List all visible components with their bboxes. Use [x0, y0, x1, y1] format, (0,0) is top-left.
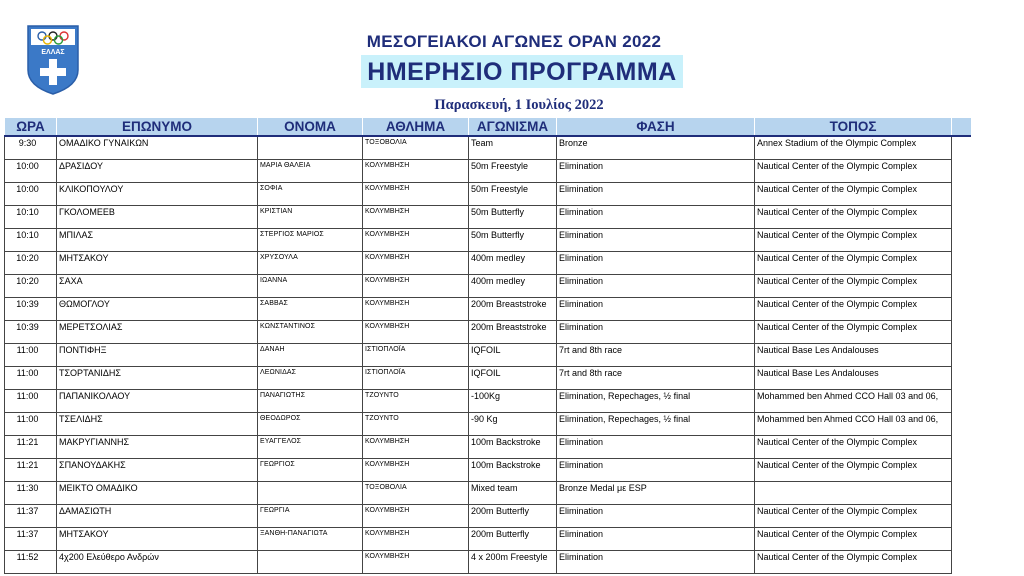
sport-cell: ΚΟΛΥΜΒΗΣΗ: [363, 206, 469, 229]
row-spacer: [952, 298, 971, 321]
venue-cell: Nautical Center of the Olympic Complex: [755, 528, 952, 551]
event-cell: -100Kg: [469, 390, 557, 413]
table-row: [5, 528, 971, 551]
table-row: [5, 183, 971, 206]
surname-cell: 4χ200 Ελεύθερο Ανδρών: [57, 551, 258, 574]
table-row: [5, 321, 971, 344]
phase-cell: Elimination: [557, 505, 755, 528]
column-header-phase: ΦΑΣΗ: [557, 118, 755, 136]
table-row: [5, 344, 971, 367]
column-header-time: ΩΡΑ: [5, 118, 57, 136]
time-cell: 11:00: [5, 344, 57, 367]
phase-cell: Elimination: [557, 528, 755, 551]
surname-cell: ΜΕΡΕΤΣΟΛΙΑΣ: [57, 321, 258, 344]
table-row: [5, 459, 971, 482]
venue-cell: Nautical Center of the Olympic Complex: [755, 459, 952, 482]
sport-cell: ΙΣΤΙΟΠΛΟΪΑ: [363, 344, 469, 367]
phase-cell: Elimination: [557, 252, 755, 275]
row-spacer: [952, 206, 971, 229]
event-subtitle: ΜΕΣΟΓΕΙΑΚΟΙ ΑΓΩΝΕΣ ΟΡΑΝ 2022: [366, 32, 662, 51]
event-cell: 50m Butterfly: [469, 206, 557, 229]
surname-cell: ΘΩΜΟΓΛΟΥ: [57, 298, 258, 321]
venue-cell: Nautical Center of the Olympic Complex: [755, 229, 952, 252]
surname-cell: ΠΟΝΤΙΦΗΞ: [57, 344, 258, 367]
surname-cell: ΜΗΤΣΑΚΟΥ: [57, 528, 258, 551]
phase-cell: Elimination: [557, 183, 755, 206]
column-header-surname: ΕΠΩΝΥΜΟ: [57, 118, 258, 136]
event-cell: 200m Breaststroke: [469, 321, 557, 344]
phase-cell: Elimination: [557, 436, 755, 459]
venue-cell: Annex Stadium of the Olympic Complex: [755, 136, 952, 160]
row-spacer: [952, 528, 971, 551]
event-cell: 50m Butterfly: [469, 229, 557, 252]
surname-cell: ΠΑΠΑΝΙΚΟΛΑΟΥ: [57, 390, 258, 413]
sport-cell: ΚΟΛΥΜΒΗΣΗ: [363, 321, 469, 344]
event-cell: 400m medley: [469, 252, 557, 275]
table-header-row: [5, 118, 971, 136]
event-cell: 200m Butterfly: [469, 505, 557, 528]
surname-cell: ΜΠΙΛΑΣ: [57, 229, 258, 252]
name-cell: ΣΤΕΡΓΙΟΣ ΜΑΡΙΟΣ: [258, 229, 363, 252]
phase-cell: Bronze: [557, 136, 755, 160]
page-title: ΗΜΕΡΗΣΙΟ ΠΡΟΓΡΑΜΜΑ: [361, 55, 682, 88]
surname-cell: ΤΣΟΡΤΑΝΙΔΗΣ: [57, 367, 258, 390]
phase-cell: Elimination: [557, 206, 755, 229]
time-cell: 10:10: [5, 206, 57, 229]
sport-cell: ΚΟΛΥΜΒΗΣΗ: [363, 459, 469, 482]
table-row: [5, 436, 971, 459]
sport-cell: ΚΟΛΥΜΒΗΣΗ: [363, 160, 469, 183]
event-cell: Mixed team: [469, 482, 557, 505]
event-cell: Team: [469, 136, 557, 160]
time-cell: 11:21: [5, 436, 57, 459]
sport-cell: ΤΖΟΥΝΤΟ: [363, 390, 469, 413]
table-row: [5, 390, 971, 413]
row-spacer: [952, 321, 971, 344]
table-row: [5, 482, 971, 505]
venue-cell: Nautical Center of the Olympic Complex: [755, 206, 952, 229]
time-cell: 10:10: [5, 229, 57, 252]
surname-cell: ΣΠΑΝΟΥΔΑΚΗΣ: [57, 459, 258, 482]
row-spacer: [952, 436, 971, 459]
name-cell: ΘΕΟΔΩΡΟΣ: [258, 413, 363, 436]
column-header-venue: ΤΟΠΟΣ: [755, 118, 952, 136]
row-spacer: [952, 459, 971, 482]
event-cell: 4 x 200m Freestyle: [469, 551, 557, 574]
sport-cell: ΚΟΛΥΜΒΗΣΗ: [363, 298, 469, 321]
sport-cell: ΚΟΛΥΜΒΗΣΗ: [363, 551, 469, 574]
venue-cell: Nautical Center of the Olympic Complex: [755, 321, 952, 344]
svg-text:ΕΛΛΑΣ: ΕΛΛΑΣ: [41, 49, 65, 56]
name-cell: [258, 482, 363, 505]
schedule-date: Παρασκευή, 1 Ιουλίος 2022: [434, 97, 604, 113]
venue-cell: Nautical Center of the Olympic Complex: [755, 298, 952, 321]
venue-cell: Nautical Center of the Olympic Complex: [755, 183, 952, 206]
sport-cell: ΚΟΛΥΜΒΗΣΗ: [363, 275, 469, 298]
sport-cell: ΤΖΟΥΝΤΟ: [363, 413, 469, 436]
table-row: [5, 160, 971, 183]
event-cell: IQFOIL: [469, 344, 557, 367]
phase-cell: Elimination: [557, 298, 755, 321]
time-cell: 11:52: [5, 551, 57, 574]
table-row: [5, 367, 971, 390]
time-cell: 9:30: [5, 136, 57, 160]
venue-cell: Mohammed ben Ahmed CCO Hall 03 and 06,: [755, 413, 952, 436]
venue-cell: [755, 482, 952, 505]
name-cell: ΣΑΒΒΑΣ: [258, 298, 363, 321]
sport-cell: ΤΟΞΟΒΟΛΙΑ: [363, 136, 469, 160]
surname-cell: ΤΣΕΛΙΔΗΣ: [57, 413, 258, 436]
time-cell: 11:21: [5, 459, 57, 482]
venue-cell: Nautical Center of the Olympic Complex: [755, 436, 952, 459]
event-cell: -90 Kg: [469, 413, 557, 436]
table-row: [5, 413, 971, 436]
surname-cell: ΔΑΜΑΣΙΩΤΗ: [57, 505, 258, 528]
row-spacer: [952, 160, 971, 183]
time-cell: 11:37: [5, 528, 57, 551]
row-spacer: [952, 551, 971, 574]
name-cell: ΕΥΑΓΓΕΛΟΣ: [258, 436, 363, 459]
name-cell: ΔΑΝΑΗ: [258, 344, 363, 367]
time-cell: 11:30: [5, 482, 57, 505]
name-cell: ΓΕΩΡΓΙΟΣ: [258, 459, 363, 482]
sport-cell: ΚΟΛΥΜΒΗΣΗ: [363, 528, 469, 551]
name-cell: ΣΟΦΙΑ: [258, 183, 363, 206]
name-cell: ΞΑΝΘΗ-ΠΑΝΑΓΙΩΤΑ: [258, 528, 363, 551]
row-spacer: [952, 136, 971, 160]
row-spacer: [952, 183, 971, 206]
time-cell: 11:00: [5, 367, 57, 390]
venue-cell: Nautical Base Les Andalouses: [755, 367, 952, 390]
column-header-name: ΟΝΟΜΑ: [258, 118, 363, 136]
name-cell: ΠΑΝΑΓΙΩΤΗΣ: [258, 390, 363, 413]
row-spacer: [952, 367, 971, 390]
surname-cell: ΣΑΧΑ: [57, 275, 258, 298]
event-cell: 200m Butterfly: [469, 528, 557, 551]
sport-cell: ΚΟΛΥΜΒΗΣΗ: [363, 436, 469, 459]
phase-cell: Bronze Medal με ESP: [557, 482, 755, 505]
table-row: [5, 206, 971, 229]
phase-cell: 7rt and 8th race: [557, 344, 755, 367]
sport-cell: ΚΟΛΥΜΒΗΣΗ: [363, 505, 469, 528]
event-cell: IQFOIL: [469, 367, 557, 390]
time-cell: 10:20: [5, 275, 57, 298]
phase-cell: Elimination: [557, 459, 755, 482]
time-cell: 10:00: [5, 160, 57, 183]
table-row: [5, 551, 971, 574]
column-header-spacer: [952, 118, 971, 136]
event-cell: 200m Breaststroke: [469, 298, 557, 321]
table-row: [5, 136, 971, 160]
row-spacer: [952, 229, 971, 252]
sport-cell: ΚΟΛΥΜΒΗΣΗ: [363, 252, 469, 275]
venue-cell: Nautical Center of the Olympic Complex: [755, 275, 952, 298]
phase-cell: Elimination: [557, 551, 755, 574]
phase-cell: Elimination: [557, 321, 755, 344]
table-row: [5, 229, 971, 252]
table-row: [5, 505, 971, 528]
schedule-table: [4, 118, 971, 574]
name-cell: ΧΡΥΣΟΥΛΑ: [258, 252, 363, 275]
venue-cell: Mohammed ben Ahmed CCO Hall 03 and 06,: [755, 390, 952, 413]
row-spacer: [952, 275, 971, 298]
venue-cell: Nautical Center of the Olympic Complex: [755, 505, 952, 528]
time-cell: 10:20: [5, 252, 57, 275]
column-header-sport: ΑΘΛΗΜΑ: [363, 118, 469, 136]
venue-cell: Nautical Center of the Olympic Complex: [755, 160, 952, 183]
surname-cell: ΓΚΟΛΟΜΕΕΒ: [57, 206, 258, 229]
table-row: [5, 275, 971, 298]
sport-cell: ΤΟΞΟΒΟΛΙΑ: [363, 482, 469, 505]
time-cell: 11:00: [5, 413, 57, 436]
venue-cell: Nautical Center of the Olympic Complex: [755, 252, 952, 275]
time-cell: 11:37: [5, 505, 57, 528]
name-cell: ΜΑΡΙΑ ΘΑΛΕΙΑ: [258, 160, 363, 183]
name-cell: [258, 136, 363, 160]
column-header-event: ΑΓΩΝΙΣΜΑ: [469, 118, 557, 136]
surname-cell: ΚΛΙΚΟΠΟΥΛΟΥ: [57, 183, 258, 206]
table-row: [5, 252, 971, 275]
phase-cell: Elimination, Repechages, ½ final: [557, 413, 755, 436]
row-spacer: [952, 413, 971, 436]
time-cell: 10:39: [5, 298, 57, 321]
surname-cell: ΜΕΙΚΤΟ ΟΜΑΔΙΚΟ: [57, 482, 258, 505]
row-spacer: [952, 344, 971, 367]
phase-cell: Elimination: [557, 160, 755, 183]
surname-cell: ΜΗΤΣΑΚΟΥ: [57, 252, 258, 275]
event-cell: 100m Backstroke: [469, 436, 557, 459]
event-cell: 50m Freestyle: [469, 160, 557, 183]
row-spacer: [952, 390, 971, 413]
name-cell: [258, 551, 363, 574]
name-cell: ΙΩΑΝΝΑ: [258, 275, 363, 298]
time-cell: 10:39: [5, 321, 57, 344]
venue-cell: Nautical Base Les Andalouses: [755, 344, 952, 367]
name-cell: ΓΕΩΡΓΙΑ: [258, 505, 363, 528]
phase-cell: 7rt and 8th race: [557, 367, 755, 390]
sport-cell: ΚΟΛΥΜΒΗΣΗ: [363, 183, 469, 206]
phase-cell: Elimination: [557, 275, 755, 298]
surname-cell: ΜΑΚΡΥΓΙΑΝΝΗΣ: [57, 436, 258, 459]
time-cell: 11:00: [5, 390, 57, 413]
name-cell: ΛΕΩΝΙΔΑΣ: [258, 367, 363, 390]
phase-cell: Elimination: [557, 229, 755, 252]
surname-cell: ΟΜΑΔΙΚΟ ΓΥΝΑΙΚΩΝ: [57, 136, 258, 160]
phase-cell: Elimination, Repechages, ½ final: [557, 390, 755, 413]
event-cell: 100m Backstroke: [469, 459, 557, 482]
sport-cell: ΙΣΤΙΟΠΛΟΪΑ: [363, 367, 469, 390]
table-row: [5, 298, 971, 321]
time-cell: 10:00: [5, 183, 57, 206]
row-spacer: [952, 252, 971, 275]
event-cell: 50m Freestyle: [469, 183, 557, 206]
name-cell: ΚΡΙΣΤΙΑΝ: [258, 206, 363, 229]
sport-cell: ΚΟΛΥΜΒΗΣΗ: [363, 229, 469, 252]
surname-cell: ΔΡΑΣΙΔΟΥ: [57, 160, 258, 183]
venue-cell: Nautical Center of the Olympic Complex: [755, 551, 952, 574]
event-cell: 400m medley: [469, 275, 557, 298]
row-spacer: [952, 505, 971, 528]
name-cell: ΚΩΝΣΤΑΝΤΙΝΟΣ: [258, 321, 363, 344]
row-spacer: [952, 482, 971, 505]
